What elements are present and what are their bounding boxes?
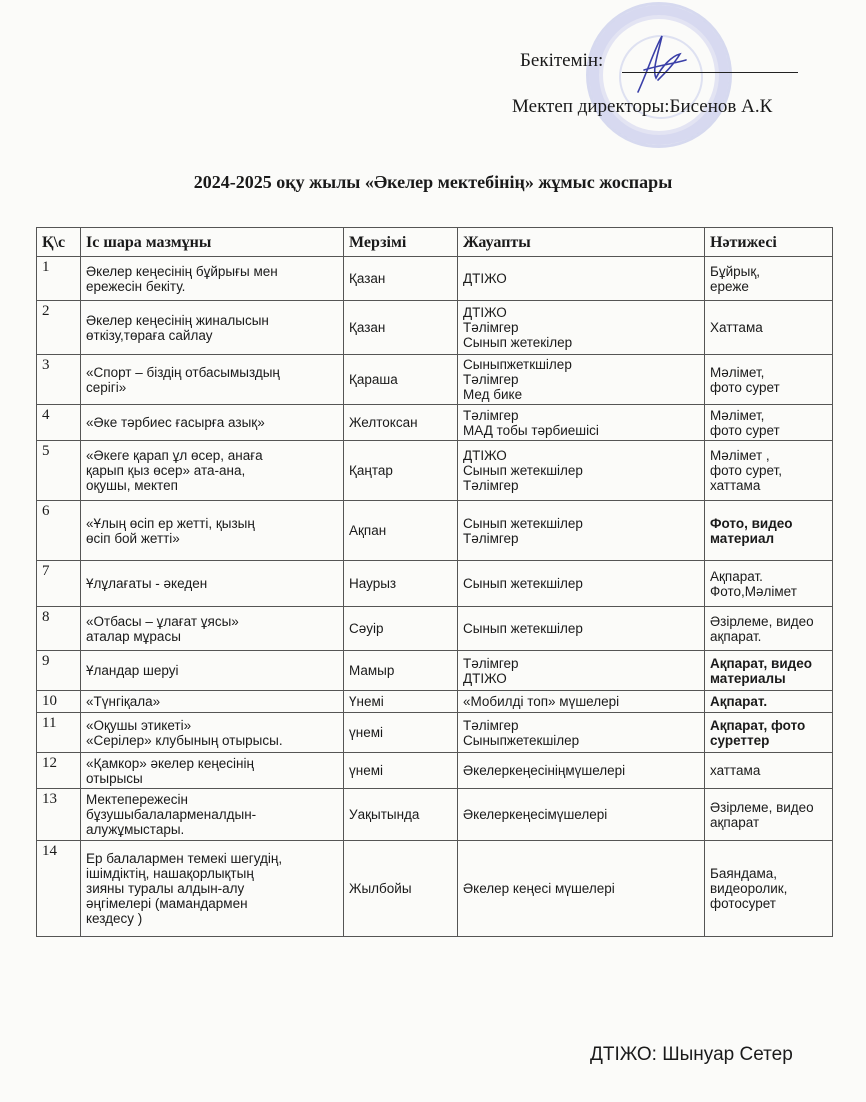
table-row [37,789,833,841]
cell-number: 3 [37,355,81,405]
cell-result [705,841,833,937]
table-row [37,561,833,607]
cell-number: 4 [37,405,81,441]
cell-result [705,441,833,501]
signoff: ДТІЖО: Шынуар Сетер [590,1044,793,1065]
cell-responsible [458,405,705,441]
cell-line: Ақпарат. [710,694,768,709]
cell-line: Ер балалармен темекі шегудің, [86,851,283,866]
cell-content [81,753,344,789]
column-header-result: Нәтижесі [705,228,833,257]
cell-number: 14 [37,841,81,937]
cell-content [81,789,344,841]
cell-period: Қазан [344,257,458,301]
cell-line: Мәлімет , [710,448,770,463]
cell-line: фото сурет, [710,463,782,478]
column-header-number: Қ\с [37,228,81,257]
approval-label: Бекітемін: [520,50,604,71]
cell-line: алужұмыстары. [86,822,185,837]
cell-period: Қараша [344,355,458,405]
cell-line: ереже [710,278,749,294]
cell-responsible [458,607,705,651]
cell-responsible [458,841,705,937]
table-row [37,405,833,441]
cell-line: Сынып жетекшілер [463,576,583,591]
cell-period: Қазан [344,301,458,355]
cell-number: 1 [37,257,81,301]
cell-line: Ақпарат, видео [710,655,812,671]
cell-line: зияны туралы алдын-алу [86,881,245,896]
cell-content [81,501,344,561]
cell-content [81,841,344,937]
cell-content [81,691,344,713]
cell-result [705,257,833,301]
cell-responsible [458,501,705,561]
cell-result [705,301,833,355]
cell-line: Сыныпжетекшілер [463,732,580,748]
cell-line: суреттер [710,732,770,748]
cell-number: 8 [37,607,81,651]
cell-line: фотосурет [710,896,776,911]
cell-line: ақпарат. [710,628,762,644]
cell-result [705,405,833,441]
cell-line: «Отбасы – ұлағат ұясы» [86,613,239,629]
cell-period: Сәуір [344,607,458,651]
cell-number: 6 [37,501,81,561]
cell-line: әңгімелері (мамандармен [86,896,248,911]
cell-line: Ақпарат. [710,568,763,584]
cell-line: Сынып жетекілер [463,335,573,350]
cell-responsible [458,651,705,691]
cell-period: Желтоксан [344,405,458,441]
table-row [37,257,833,301]
column-header-responsible: Жауапты [458,228,705,257]
cell-number: 11 [37,713,81,753]
cell-line: ДТІЖО [463,305,507,320]
director-line: Мектеп директоры:Бисенов А.К [512,96,773,117]
cell-line: Әзірлеме, видео [710,613,814,629]
cell-line: ақпарат [710,814,760,830]
cell-line: Мектепережесін [86,792,188,807]
cell-line: Әкелеркеңесімүшелері [463,807,608,822]
cell-line: Бұйрық, [710,263,761,279]
cell-line: Әзірлеме, видео [710,799,814,815]
cell-number: 5 [37,441,81,501]
cell-line: Тәлімгер [463,320,519,335]
cell-content [81,301,344,355]
cell-period: үнемі [344,753,458,789]
cell-line: ішімдіктің, нашақорлықтың [86,866,254,881]
cell-line: Сыныпжеткшілер [463,357,572,372]
cell-result [705,561,833,607]
plan-table [36,227,833,937]
cell-period: Наурыз [344,561,458,607]
cell-period: Жылбойы [344,841,458,937]
table-row [37,651,833,691]
cell-line: ережесін бекіту. [86,278,186,294]
cell-content [81,441,344,501]
cell-responsible [458,789,705,841]
cell-line: Ұлұлағаты - әкеден [86,576,208,591]
cell-line: видеоролик, [710,881,788,896]
director-signature [628,30,688,100]
cell-line: оқушы, мектеп [86,478,178,493]
cell-line: бұзушыбалаларменалдын- [86,807,257,822]
cell-line: Әкелер кеңесі мүшелері [463,881,615,896]
cell-period: үнемі [344,713,458,753]
cell-content [81,405,344,441]
cell-line: Әкелеркеңесініңмүшелері [463,763,626,778]
cell-line: Әкелер кеңесінің жиналысын [86,312,269,328]
cell-responsible [458,713,705,753]
cell-content [81,651,344,691]
cell-number: 10 [37,691,81,713]
table-row [37,355,833,405]
cell-line: хаттама [710,763,761,778]
cell-line: «Ұлың өсіп ер жетті, қызың [86,515,255,531]
cell-content [81,561,344,607]
cell-line: отырысы [86,770,143,786]
cell-line: «Әкеге қарап ұл өсер, анаға [86,448,263,463]
cell-line: ДТІЖО [463,448,507,463]
page-title: 2024-2025 оқу жылы «Әкелер мектебінің» жұмыс жоспары [193,172,673,192]
table-row [37,441,833,501]
cell-line: Фото,Мәлімет [710,583,797,599]
cell-line: Тәлімгер [463,717,519,733]
cell-line: материал [710,530,775,546]
table-row [37,841,833,937]
cell-responsible [458,691,705,713]
cell-result [705,713,833,753]
cell-result [705,501,833,561]
cell-line: өсіп бой жетті» [86,530,180,546]
cell-content [81,607,344,651]
cell-content [81,257,344,301]
signature-line [622,72,798,73]
cell-period: Қаңтар [344,441,458,501]
cell-result [705,607,833,651]
cell-line: Баяндама, [710,866,778,881]
cell-period: Ақпан [344,501,458,561]
cell-line: Фото, видео [710,515,793,531]
cell-line: Әкелер кеңесінің бұйрығы мен [86,263,278,279]
cell-number: 7 [37,561,81,607]
cell-line: аталар мұрасы [86,628,181,644]
cell-line: қарып қыз өсер» ата-ана, [86,463,246,478]
cell-line: Сынып жетекшілер [463,621,583,636]
cell-line: Мед бике [463,387,523,402]
cell-line: Тәлімгер [463,372,519,387]
table-row [37,691,833,713]
cell-result [705,355,833,405]
cell-responsible [458,561,705,607]
cell-line: «Серілер» клубының отырысы. [86,732,283,748]
cell-line: Тәлімгер [463,530,519,546]
cell-result [705,691,833,713]
cell-line: фото сурет [710,422,780,438]
table-row [37,501,833,561]
cell-line: серігі» [86,379,127,395]
cell-number: 9 [37,651,81,691]
cell-line: «Қамкор» әкелер кеңесінің [86,755,254,771]
cell-period: Мамыр [344,651,458,691]
cell-line: МАД тобы тәрбиешісі [463,422,599,438]
cell-line: Мәлімет, [710,364,765,380]
cell-line: Тәлімгер [463,655,519,671]
cell-line: Тәлімгер [463,407,519,423]
cell-content [81,713,344,753]
table-row [37,607,833,651]
cell-responsible [458,441,705,501]
cell-responsible [458,257,705,301]
table-row [37,713,833,753]
cell-line: ДТІЖО [463,271,507,286]
table-row [37,753,833,789]
cell-period: Уақытында [344,789,458,841]
cell-line: өткізу,төраға сайлау [86,327,213,343]
cell-responsible [458,355,705,405]
cell-line: «Түнгіқала» [86,694,161,709]
cell-line: «Әке тәрбиес ғасырға азық» [86,415,265,430]
cell-period: Үнемі [344,691,458,713]
cell-line: Ұландар шеруі [86,663,179,678]
cell-number: 2 [37,301,81,355]
cell-line: материалы [710,670,786,686]
cell-content [81,355,344,405]
cell-number: 13 [37,789,81,841]
cell-line: Ақпарат, фото [710,717,806,733]
cell-result [705,753,833,789]
column-header-period: Мерзімі [344,228,458,257]
cell-line: Мәлімет, [710,407,765,423]
cell-line: Сынып жетекшілер [463,463,583,478]
table-row [37,301,833,355]
cell-responsible [458,301,705,355]
cell-line: Тәлімгер [463,478,519,493]
cell-number: 12 [37,753,81,789]
cell-line: Сынып жетекшілер [463,515,583,531]
cell-line: Хаттама [710,320,763,335]
cell-line: ДТІЖО [463,670,507,686]
cell-result [705,651,833,691]
cell-responsible [458,753,705,789]
column-header-content: Іс шара мазмұны [81,228,344,257]
cell-line: кездесу ) [86,911,143,926]
cell-result [705,789,833,841]
table-header-row [37,228,833,257]
cell-line: фото сурет [710,379,780,395]
cell-line: «Мобилді топ» мүшелері [463,694,620,709]
cell-line: «Спорт – біздің отбасымыздың [86,364,280,380]
cell-line: хаттама [710,478,761,493]
cell-line: «Оқушы этикеті» [86,717,192,733]
